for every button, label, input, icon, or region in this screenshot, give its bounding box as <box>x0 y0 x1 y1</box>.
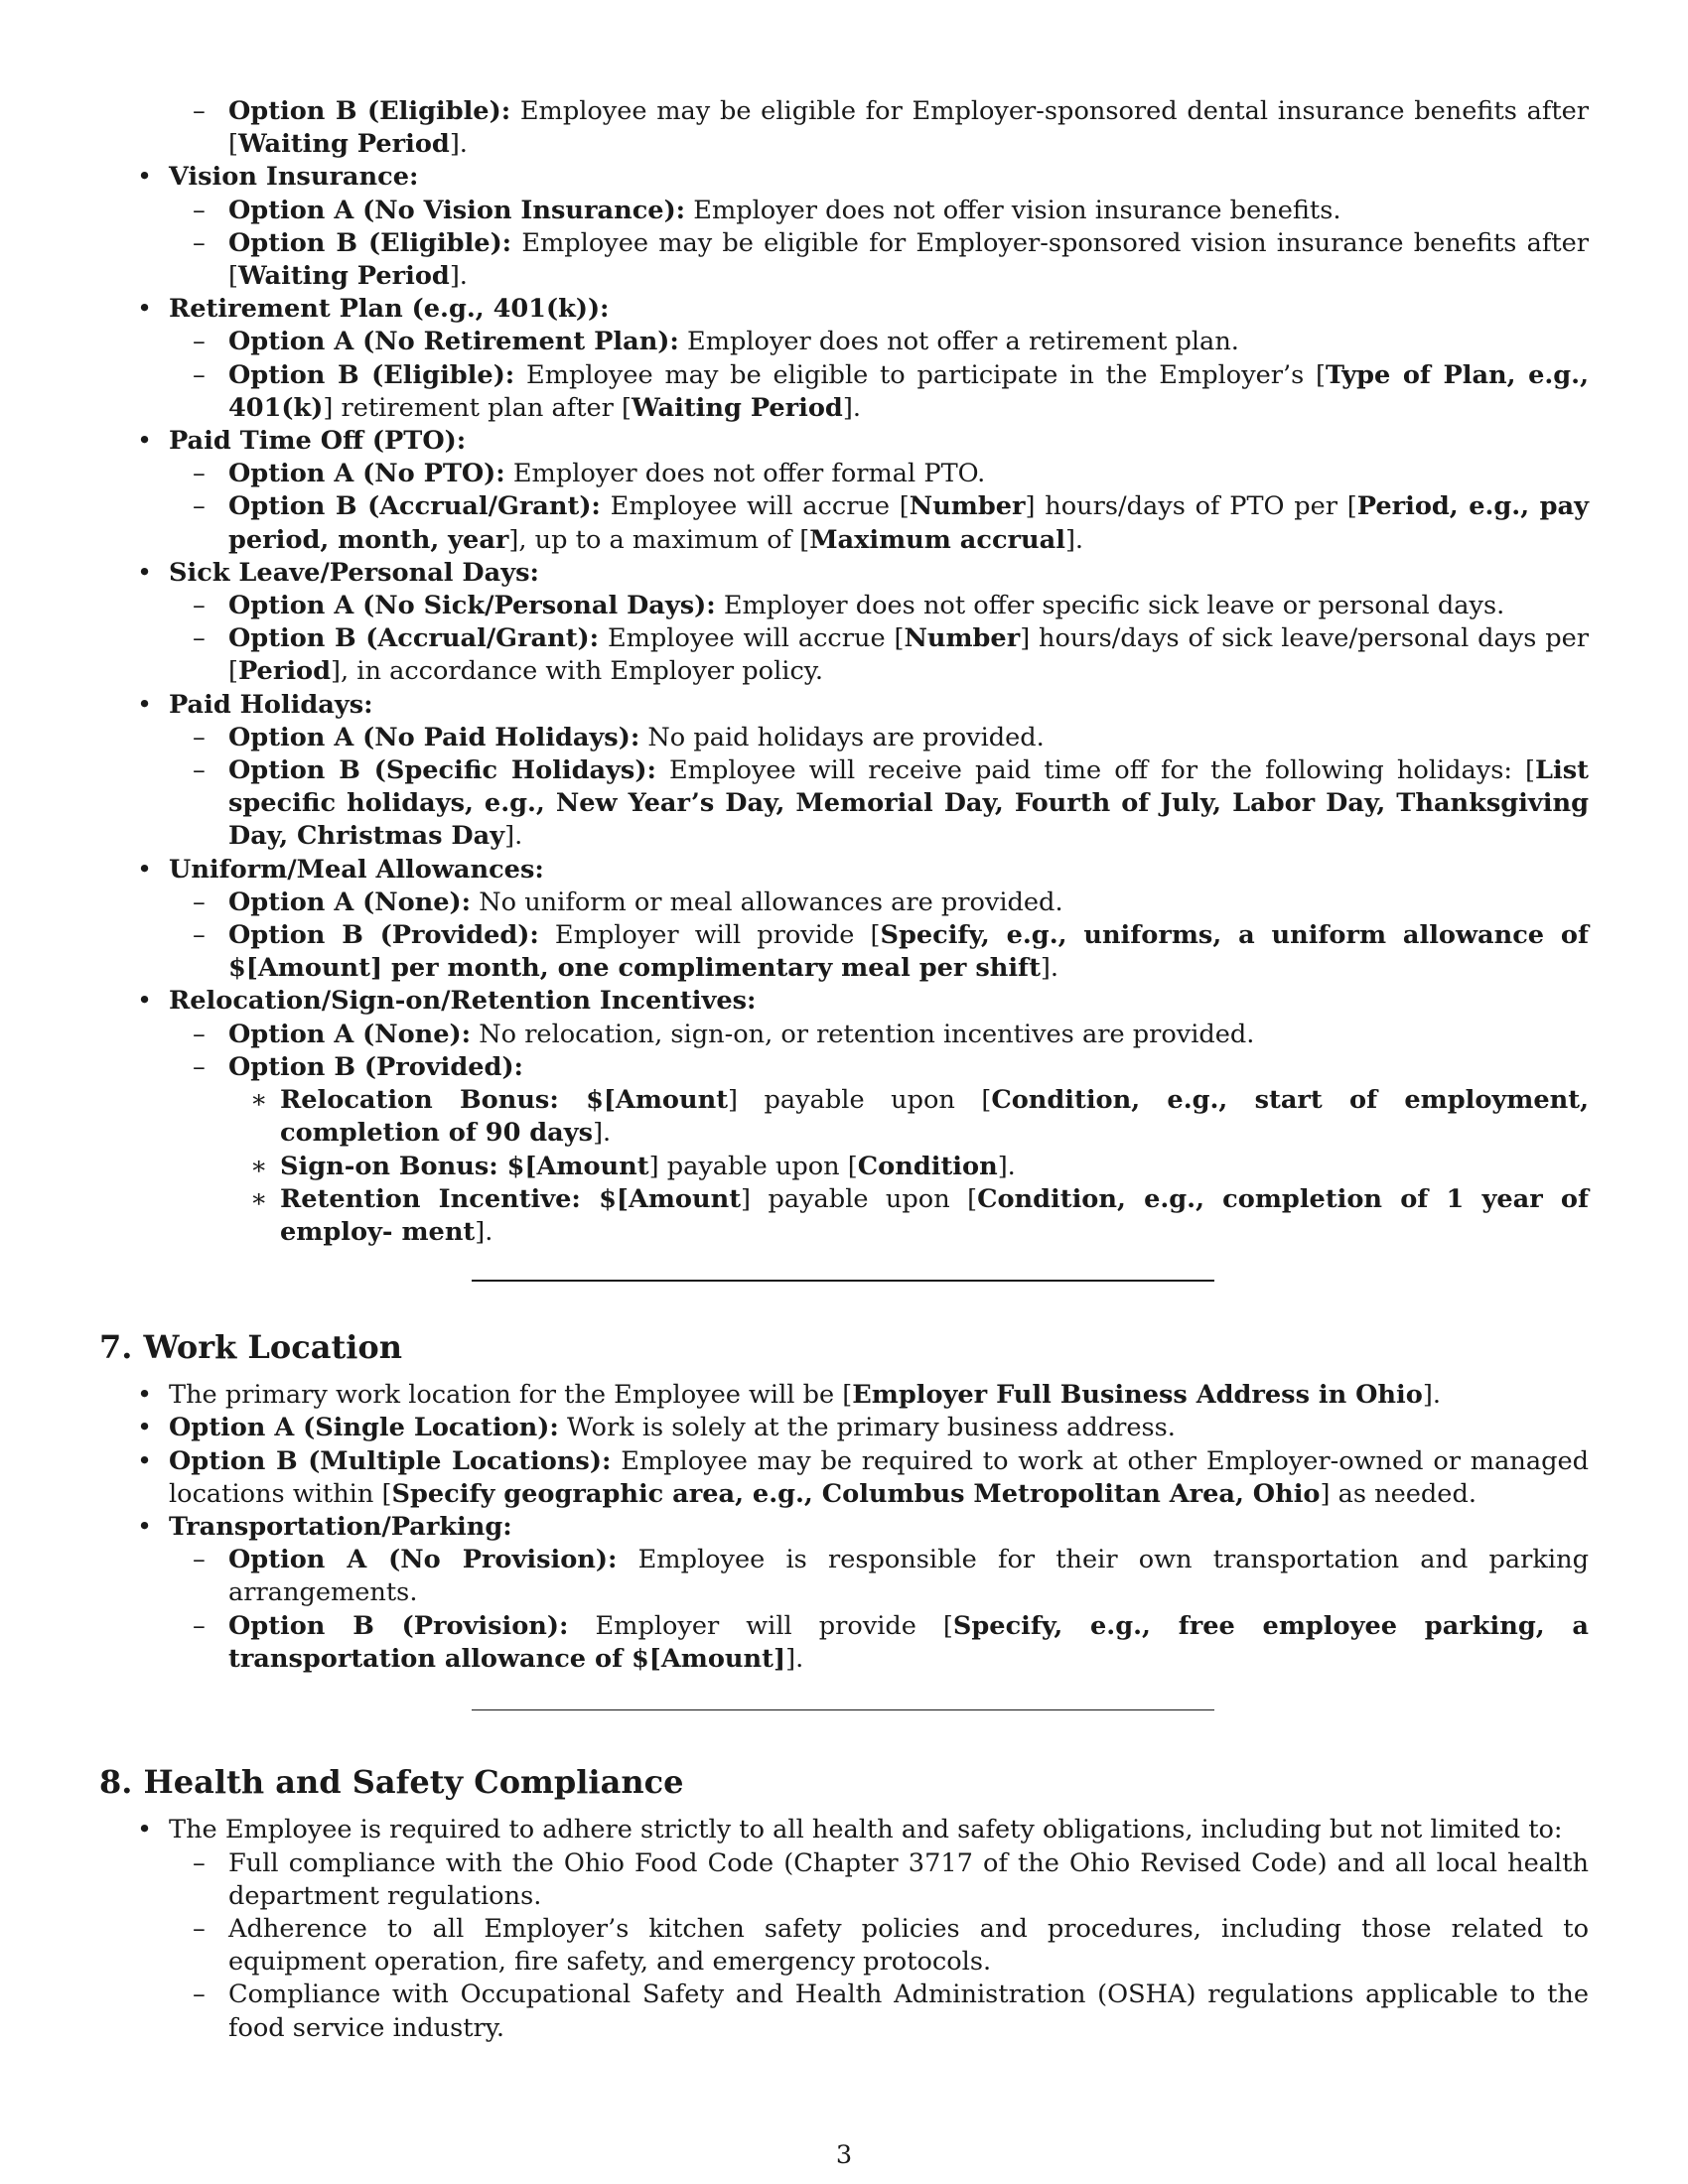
bold-text: Transportation/Parking: <box>169 1511 512 1542</box>
bold-text: Condition <box>857 1151 998 1181</box>
list-item <box>99 590 1589 622</box>
text: ]. <box>785 1643 804 1674</box>
bold-text: Relocation/Sign-on/Retention Incentives: <box>169 986 757 1017</box>
work-location-list <box>99 1379 1589 1676</box>
text: Employee may be eligible for Employer-sponsored dental insurance benefits after [ <box>228 96 1589 160</box>
bold-text: Option A (Single Location): <box>169 1413 559 1443</box>
bold-text: Option A (None): <box>228 1019 472 1049</box>
list-item <box>99 1610 1589 1676</box>
list-item <box>99 854 1589 887</box>
bold-text: Number <box>904 623 1021 654</box>
list-item <box>99 722 1589 754</box>
bold-text: Option B (Provision): <box>228 1610 569 1641</box>
text: ] as needed. <box>1320 1478 1477 1509</box>
bold-text: Vision Insurance: <box>169 162 419 193</box>
bullet-marker: • <box>137 1511 153 1542</box>
bold-text: Retention Incentive: $[Amount <box>280 1183 742 1214</box>
text: Employer does not offer a retirement plan. <box>678 327 1239 357</box>
bullet-marker: • <box>137 1815 153 1845</box>
text: ]. <box>842 392 861 423</box>
text: Employer will provide [ <box>538 920 881 951</box>
text: No paid holidays are provided. <box>639 722 1045 752</box>
dash-marker: – <box>193 1979 206 2010</box>
dash-marker: – <box>193 722 206 752</box>
text: Employer will provide [ <box>568 1610 953 1641</box>
text: Employer does not offer formal PTO. <box>504 459 986 489</box>
asterisk-marker: ∗ <box>250 1151 268 1181</box>
bullet-marker: • <box>137 1413 153 1443</box>
list-item <box>99 95 1589 161</box>
text: ]. <box>1422 1380 1441 1411</box>
text: Full compliance with the Ohio Food Code (Chapter 3717 of the Ohio Revised Code) and all local health department regulations. <box>228 1847 1589 1911</box>
text: ] payable upon [ <box>728 1085 992 1116</box>
list-item <box>99 1979 1589 2044</box>
list-item <box>99 359 1589 425</box>
bold-text: Option B (Accrual/Grant): <box>228 491 601 522</box>
dash-marker: – <box>193 1019 206 1049</box>
text: Employee will accrue [ <box>600 491 910 522</box>
asterisk-marker: ∗ <box>250 1085 268 1116</box>
list-item <box>99 1445 1589 1511</box>
text: ] payable upon [ <box>648 1151 858 1181</box>
list-item <box>99 985 1589 1018</box>
bold-text: Type of Plan, e.g., 401(k) <box>228 359 1589 423</box>
list-item <box>99 1511 1589 1544</box>
section-divider <box>472 1280 1214 1282</box>
list-item <box>99 458 1589 490</box>
bold-text: Paid Holidays: <box>169 689 373 720</box>
health-safety-list <box>99 1814 1589 2044</box>
list-item <box>99 622 1589 688</box>
text: Employee may be required to work at other Employer-owned or managed locations within [ <box>169 1445 1589 1509</box>
bold-text: Option A (None): <box>228 887 472 917</box>
list-item <box>99 1151 1589 1183</box>
dash-marker: – <box>193 96 206 126</box>
text: ] payable upon [ <box>741 1183 978 1214</box>
bullet-marker: • <box>137 689 153 720</box>
dash-marker: – <box>193 227 206 258</box>
bold-text: Waiting Period <box>632 392 843 423</box>
dash-marker: – <box>193 359 206 390</box>
text: Employer does not offer specific sick leave or personal days. <box>715 591 1505 621</box>
list-item <box>99 1913 1589 1979</box>
dash-marker: – <box>193 459 206 489</box>
bold-text: Period, e.g., pay period, month, year <box>228 491 1589 555</box>
bold-text: Option A (No Paid Holidays): <box>228 722 640 752</box>
bullet-marker: • <box>137 1445 153 1476</box>
text: No uniform or meal allowances are provided. <box>471 887 1063 917</box>
dash-marker: – <box>193 920 206 951</box>
section-divider <box>472 1709 1214 1711</box>
bullet-marker: • <box>137 1380 153 1411</box>
text: ]. <box>593 1118 612 1149</box>
bold-text: Condition, e.g., completion of 1 year of employ- ment <box>280 1183 1589 1247</box>
bold-text: Uniform/Meal Allowances: <box>169 854 544 885</box>
list-item <box>99 557 1589 590</box>
text: Employee is responsible for their own transportation and parking arrangements. <box>228 1545 1589 1608</box>
text: ]. <box>1064 524 1084 555</box>
bold-text: Specify, e.g., free employee parking, a transportation allowance of $[Amount] <box>228 1610 1589 1674</box>
bold-text: Option A (No Vision Insurance): <box>228 195 686 225</box>
dash-marker: – <box>193 887 206 917</box>
page-content <box>99 95 1589 2045</box>
bold-text: List specific holidays, e.g., New Year’s Day, Memorial Day, Fourth of July, Labor Day, Thanksgiving Day, Christmas Day <box>228 755 1589 852</box>
bold-text: Waiting Period <box>238 261 450 292</box>
list-item <box>99 1814 1589 1846</box>
text: Employee will accrue [ <box>599 623 905 654</box>
text: ]. <box>1040 953 1059 984</box>
list-item <box>99 293 1589 326</box>
bold-text: Option B (Eligible): <box>228 227 512 258</box>
list-item <box>99 887 1589 919</box>
text: ]. <box>475 1216 493 1247</box>
text: Compliance with Occupational Safety and Health Administration (OSHA) regulations applicable to the food service industry. <box>228 1979 1589 2043</box>
text: Employer does not offer vision insurance benefits. <box>685 195 1341 225</box>
list-item <box>99 195 1589 227</box>
dash-marker: – <box>193 327 206 357</box>
text: ]. <box>449 261 468 292</box>
bold-text: Option A (No Retirement Plan): <box>228 327 679 357</box>
dash-marker: – <box>193 1545 206 1575</box>
bold-text: Sign-on Bonus: $[Amount <box>280 1151 649 1181</box>
asterisk-marker: ∗ <box>250 1183 268 1214</box>
bold-text: Maximum accrual <box>809 524 1065 555</box>
bullet-marker: • <box>137 426 153 457</box>
list-item <box>99 754 1589 854</box>
bullet-marker: • <box>137 854 153 885</box>
list-item <box>99 689 1589 722</box>
text: ]. <box>997 1151 1016 1181</box>
bold-text: Option A (No Sick/Personal Days): <box>228 591 716 621</box>
text: Employee may be eligible for Employer-sponsored vision insurance benefits after [ <box>228 227 1589 292</box>
text: ] hours/days of sick leave/personal days per [ <box>228 623 1590 687</box>
dash-marker: – <box>193 195 206 225</box>
text: The Employee is required to adhere strictly to all health and safety obligations, including but not limited to: <box>169 1815 1563 1845</box>
text: ]. <box>449 129 468 160</box>
dash-marker: – <box>193 1051 206 1082</box>
text: ] retirement plan after [ <box>323 392 633 423</box>
text: Employee will receive paid time off for the following holidays: [ <box>655 755 1536 786</box>
bold-text: Option B (Specific Holidays): <box>228 755 656 786</box>
bold-text: Option A (No Provision): <box>228 1545 618 1575</box>
list-item <box>99 227 1589 293</box>
dash-marker: – <box>193 755 206 786</box>
list-item <box>99 326 1589 358</box>
bold-text: Waiting Period <box>238 129 450 160</box>
bold-text: Relocation Bonus: $[Amount <box>280 1085 729 1116</box>
text: Adherence to all Employer’s kitchen safety policies and procedures, including those related to equipment operation, fire safety, and emergency protocols. <box>228 1914 1589 1978</box>
list-item <box>99 1379 1589 1412</box>
list-item <box>99 1544 1589 1609</box>
bold-text: Sick Leave/Personal Days: <box>169 557 539 588</box>
bullet-marker: • <box>137 294 153 325</box>
list-item <box>99 1412 1589 1444</box>
page-number: 3 <box>835 2140 853 2170</box>
text: Employee may be eligible to participate in the Employer’s [ <box>514 359 1327 390</box>
dash-marker: – <box>193 623 206 654</box>
text: ], in accordance with Employer policy. <box>331 656 823 687</box>
bold-text: Option B (Eligible): <box>228 96 511 126</box>
dash-marker: – <box>193 1610 206 1641</box>
bold-text: Specify geographic area, e.g., Columbus Metropolitan Area, Ohio <box>391 1478 1321 1509</box>
bold-text: Employer Full Business Address in Ohio <box>852 1380 1423 1411</box>
bold-text: Specify, e.g., uniforms, a uniform allowance of $[Amount] per month, one complimentary meal per shift <box>228 920 1589 984</box>
list-item <box>99 161 1589 194</box>
bold-text: Number <box>909 491 1026 522</box>
bold-text: Option B (Accrual/Grant): <box>228 623 600 654</box>
bold-text: Option B (Provided): <box>228 1051 524 1082</box>
bold-text: Option A (No PTO): <box>228 459 505 489</box>
list-item <box>99 1183 1589 1249</box>
list-item <box>99 1084 1589 1150</box>
bullet-marker: • <box>137 557 153 588</box>
bold-text: Paid Time Off (PTO): <box>169 426 467 457</box>
list-item <box>99 1019 1589 1051</box>
bold-text: Period <box>238 656 332 687</box>
benefits-list <box>99 95 1589 1249</box>
dash-marker: – <box>193 591 206 621</box>
bold-text: Option B (Provided): <box>228 920 539 951</box>
bullet-marker: • <box>137 986 153 1017</box>
dash-marker: – <box>193 491 206 522</box>
text: ]. <box>504 821 523 852</box>
list-item <box>99 425 1589 458</box>
bullet-marker: • <box>137 162 153 193</box>
text: The primary work location for the Employee will be [ <box>169 1380 853 1411</box>
list-item <box>99 1847 1589 1913</box>
text: ] hours/days of PTO per [ <box>1025 491 1357 522</box>
list-item <box>99 490 1589 556</box>
dash-marker: – <box>193 1847 206 1878</box>
bold-text: Condition, e.g., start of employment, completion of 90 days <box>280 1085 1589 1149</box>
bold-text: Option B (Eligible): <box>228 359 515 390</box>
list-item <box>99 919 1589 985</box>
text: No relocation, sign-on, or retention incentives are provided. <box>471 1019 1255 1049</box>
bold-text: Option B (Multiple Locations): <box>169 1445 612 1476</box>
dash-marker: – <box>193 1914 206 1945</box>
section-heading-health-safety: 8. Health and Safety Compliance <box>99 1763 684 1802</box>
section-heading-work-location: 7. Work Location <box>99 1328 402 1367</box>
list-item <box>99 1051 1589 1084</box>
bold-text: Retirement Plan (e.g., 401(k)): <box>169 294 610 325</box>
text: Work is solely at the primary business address. <box>558 1413 1176 1443</box>
text: ], up to a maximum of [ <box>508 524 810 555</box>
